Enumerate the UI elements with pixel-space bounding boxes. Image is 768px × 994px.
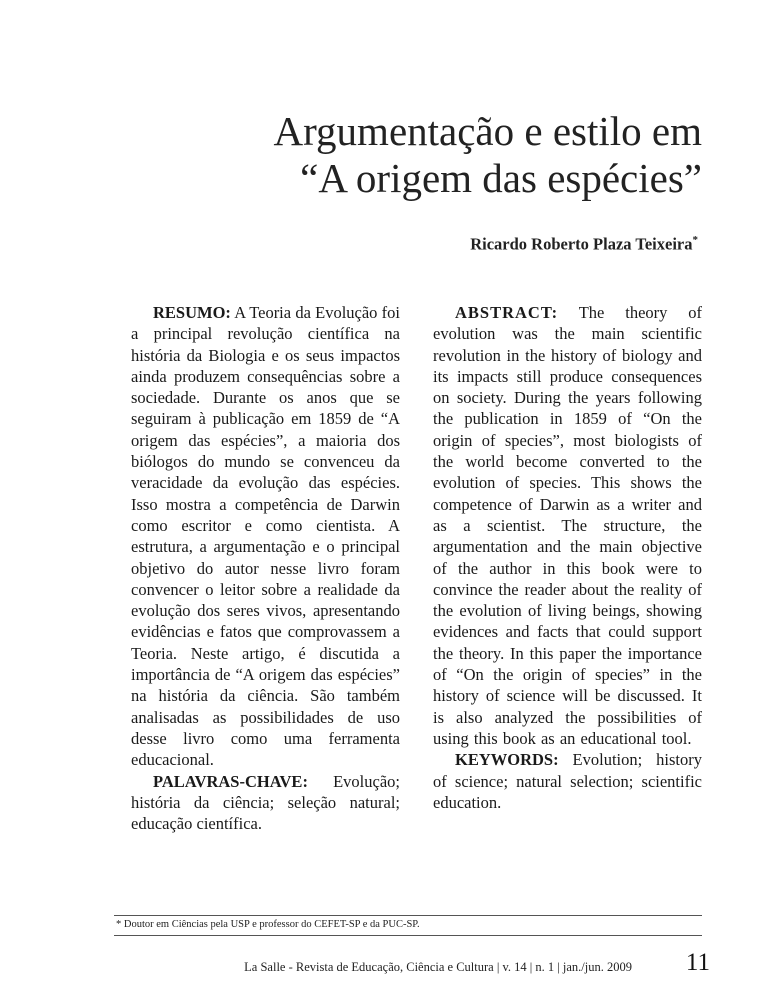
article-title-line-2: “A origem das espécies” xyxy=(300,155,702,201)
article-title xyxy=(102,108,702,202)
abstract-label: ABSTRACT: xyxy=(455,303,559,322)
page-number: 11 xyxy=(685,949,710,976)
resumo-label: RESUMO: xyxy=(153,303,231,322)
palavras-chave-label: PALAVRAS-CHAVE: xyxy=(153,771,308,791)
footnote-rule-bottom xyxy=(114,935,702,936)
keywords-text: Evolution; history of science; natural selection; scientific education. xyxy=(433,750,702,812)
author-footnote-mark: * xyxy=(692,234,698,246)
resumo-column xyxy=(131,302,400,834)
author-name xyxy=(470,234,698,255)
abstract-text: The theory of evolution was the main scientific revolution in the history of biology and its impacts still produce consequences on society. During the years following the publication in 1859 of “On the origin of species”, most biologists of the world become converted to the evolution of species. This shows the competence of Darwin as a writer and as a scientist. The structure, the argumentation and the main objective of the author in this book were to convince the reader about the reality of the evolution of living beings, showing evidences and facts that could support the theory. In this paper the importance of “On the origin of species” in the history of science will be discussed. It is also analyzed the possibilities of using this book as an educational tool. xyxy=(433,303,702,748)
resumo-text: A Teoria da Evolução foi a principal revolução científica na história da Biologia e os seus impactos ainda produzem consequências sobre a sociedade. Durante os anos que se seguiram à publicação em 1859 de “A origem das espécies”, a maioria dos biólogos do mundo se convenceu da veracidade da evolução das espécies. Isso mostra a competência de Darwin como escritor e como cientista. A estrutura, a argumentação e o principal objetivo do autor nesse livro foram convencer o leitor sobre a realidade da evolução dos seres vivos, apresentando evidências e fatos que comprovassem a Teoria. Neste artigo, é discutida a importância de “A origem das espécies” na história da ciência. São também analisadas as possibilidades de uso desse livro como uma ferramenta educacional. xyxy=(131,303,400,770)
footnote-rule-top xyxy=(114,915,702,916)
resumo-paragraph xyxy=(131,302,400,771)
abstract-paragraph xyxy=(433,302,702,749)
journal-footer: La Salle - Revista de Educação, Ciência e Cultura | v. 14 | n. 1 | jan./jun. 2009 xyxy=(244,960,632,974)
palavras-chave-paragraph xyxy=(131,771,400,835)
keywords-label: KEYWORDS: xyxy=(455,750,559,770)
author-name-text: Ricardo Roberto Plaza Teixeira xyxy=(470,234,693,254)
author-footnote: * Doutor em Ciências pela USP e professor do CEFET-SP e da PUC-SP. xyxy=(116,919,420,930)
article-title-line-1: Argumentação e estilo em xyxy=(273,108,702,154)
palavras-chave-text: Evolução; história da ciência; seleção natural; educação científica. xyxy=(131,771,400,834)
abstract-column xyxy=(433,302,702,813)
keywords-paragraph xyxy=(433,749,702,813)
